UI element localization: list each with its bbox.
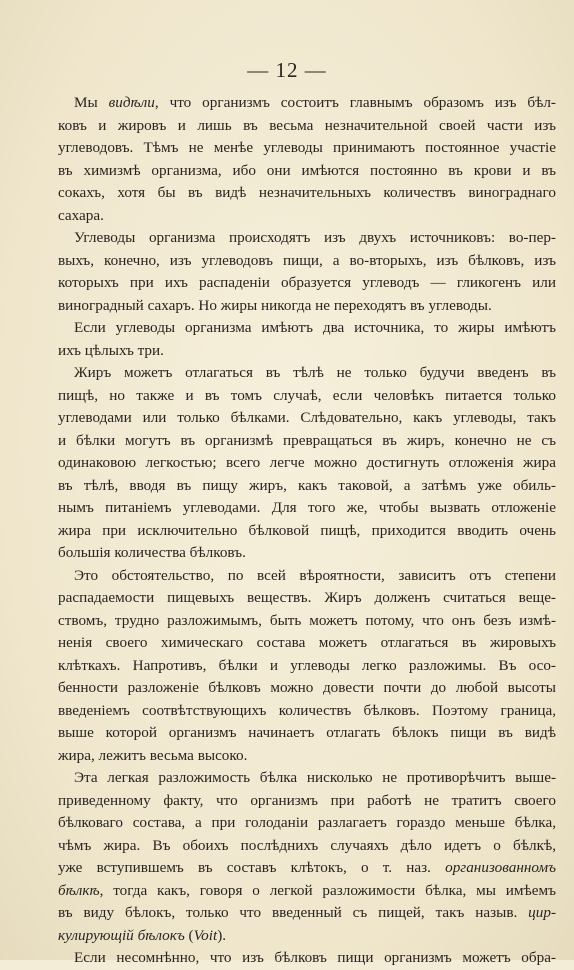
text-segment: , что организмъ состоитъ главнымъ образомъ изъ бѣл- [154,94,556,111]
text-line [58,812,556,835]
text-line [58,160,556,183]
text-line [58,610,556,633]
text-line [58,317,556,340]
text-line [58,340,556,363]
body-text [58,92,556,970]
text-line [58,565,556,588]
text-line [58,362,556,385]
text-line [58,250,556,273]
text-line [58,137,556,160]
text-segment: Это обстоятельство, по всей вѣроятности, зависитъ отъ степени [74,566,556,584]
text-line [58,520,556,543]
text-segment: распадаемости пищевыхъ веществъ. Жиръ долженъ считаться веще- [58,589,556,606]
text-segment: большія количества бѣлковъ. [58,544,246,561]
italic-text: кулирующій бѣлокъ [58,926,185,944]
text-segment: Если углеводы организма имѣютъ два источника, то жиры имѣютъ [74,319,556,336]
italic-text: видѣли [108,94,155,111]
text-line [58,542,556,565]
text-line [58,947,556,970]
text-segment: приведенному факту, что организмъ при работѣ не тратитъ своего [58,791,556,809]
text-segment: которыхъ при ихъ распаденіи образуется углеводъ — гликогенъ или [58,274,556,291]
text-line [58,452,556,475]
text-segment: Если несомнѣнно, что изъ бѣлковъ пищи организмъ можетъ обра- [74,949,556,966]
text-segment: въ тѣлѣ, вводя въ пищу жиръ, какъ таковой, а затѣмъ уже обиль- [58,476,556,494]
text-segment: ). [217,926,227,944]
text-segment: одинаковою легкостью; всего легче можно достигнуть отложенія жира [58,454,556,471]
text-line [58,925,556,948]
text-line [58,407,556,430]
text-line [58,745,556,768]
text-line [58,880,556,903]
text-segment: нымъ питаніемъ углеводами. Для того же, чтобы вызвать отложеніе [58,499,556,516]
text-line [58,722,556,745]
text-line [58,115,556,138]
text-line [58,497,556,520]
text-segment: углеводовъ. Тѣмъ не менѣе углеводы принимаютъ постоянное участіе [58,139,556,156]
text-line [58,587,556,610]
text-segment: выше которой организмъ начинаетъ отлагать бѣлокъ пищи въ видѣ [58,724,556,741]
text-segment: ковъ и жировъ и лишь въ весьма незначительной своей части изъ [58,116,556,134]
text-segment: чѣмъ жира. Въ обоихъ послѣднихъ случаяхъ дѣло идетъ о бѣлкѣ, [58,836,556,854]
text-segment: Углеводы организма происходятъ изъ двухъ источниковъ: во-пер- [74,229,556,246]
text-segment: Жиръ можетъ отлагаться въ тѣлѣ не только будучи введенъ въ [74,364,556,381]
text-line [58,700,556,723]
text-segment: пищѣ, но также и въ томъ случаѣ, если человѣкъ питается только [58,386,556,404]
italic-text: организованномъ [445,859,556,876]
text-line [58,182,556,205]
text-segment: въ химизмѣ организма, ибо они имѣются постоянно въ крови и въ [58,161,556,179]
text-segment: бѣлковаго состава, а при голоданіи разлагаетъ гораздо меньше бѣлка, [58,814,556,831]
text-segment: жира при исключительно бѣлковой пищѣ, приходится вводить очень [58,521,556,539]
text-line [58,475,556,498]
text-segment: ихъ цѣлыхъ три. [58,341,164,359]
text-segment: , тогда какъ, говоря о легкой разложимости бѣлка, мы имѣемъ [99,881,556,899]
text-line [58,835,556,858]
text-line [58,295,556,318]
italic-text: цир- [528,904,556,921]
text-segment: углеводами или только бѣлками. Слѣдовательно, какъ углеводы, такъ [58,409,556,426]
text-line [58,205,556,228]
text-segment: ненія своего химическаго состава можетъ отлагаться въ жировыхъ [58,634,556,651]
text-line [58,790,556,813]
text-line [58,857,556,880]
text-segment: жира, лежитъ весьма высоко. [58,746,248,764]
text-segment: клѣткахъ. Напротивъ, бѣлки и углеводы легко разложимы. Въ осо- [58,656,556,674]
text-line [58,902,556,925]
text-segment: бенности разложеніе бѣлковъ можно довести почти до любой высоты [58,679,556,696]
text-segment: введеніемъ соотвѣтствующихъ количествъ бѣлковъ. Поэтому граница, [58,701,556,719]
italic-text: Voit [193,926,218,944]
text-segment: и бѣлки могутъ въ организмѣ превращаться въ жиръ, конечно не съ [58,431,556,449]
text-segment: уже вступившемъ въ составъ клѣтокъ, о т. наз. [58,859,446,876]
text-segment: ствомъ, трудно разложимымъ, быть можетъ потому, что онъ безъ измѣ- [58,611,556,629]
text-line [58,430,556,453]
italic-text: бѣлкѣ [58,881,100,899]
text-line [58,385,556,408]
text-segment: ( [184,926,194,944]
text-segment: выхъ, конечно, изъ углеводовъ пищи, а во-вторыхъ, изъ бѣлковъ, изъ [58,251,556,269]
text-line [58,92,556,115]
text-segment: Эта легкая разложимость бѣлка нисколько не противорѣчитъ выше- [74,769,556,786]
text-line [58,655,556,678]
page-number: — 12 — [247,58,327,82]
text-segment: Мы [74,94,109,111]
text-segment: сокахъ, хотя бы въ видѣ незначительныхъ количествъ винограднаго [58,184,556,201]
text-segment: сахара. [58,206,104,224]
text-segment: виноградный сахаръ. Но жиры никогда не переходятъ въ углеводы. [58,296,492,314]
text-segment: въ виду бѣлокъ, только что введенный съ пищей, такъ назыв. [58,904,529,921]
text-line [58,767,556,790]
text-line [58,632,556,655]
text-line [58,272,556,295]
text-line [58,227,556,250]
text-line [58,677,556,700]
